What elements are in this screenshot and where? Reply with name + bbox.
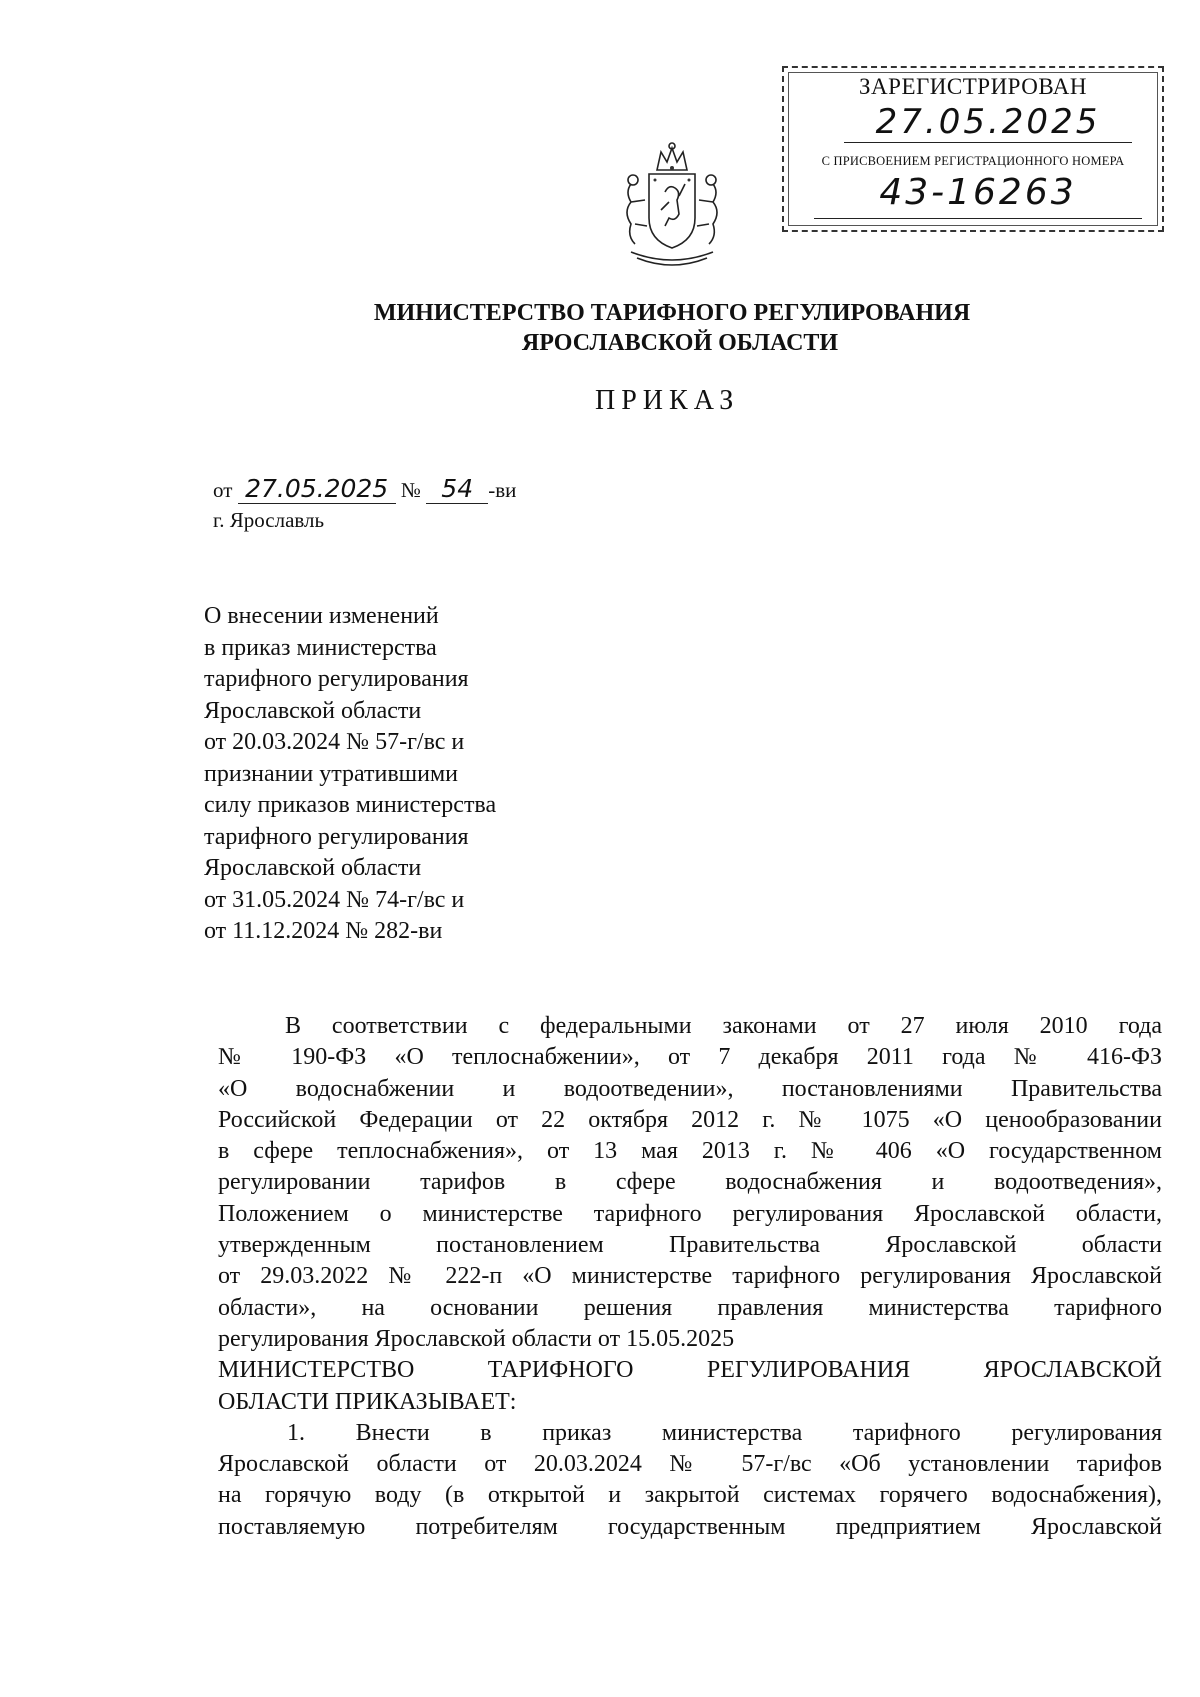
ministry-title-line1: МИНИСТЕРСТВО ТАРИФНОГО РЕГУЛИРОВАНИЯ bbox=[373, 300, 971, 326]
body-line: поставляемую потребителям государственным предприятием Ярославской bbox=[218, 1513, 1162, 1540]
body-line: Ярославской области от 20.03.2024 № 57-г/вс «Об установлении тарифов bbox=[218, 1451, 1162, 1478]
body-line: регулировании тарифов в сфере водоснабжения и водоотведения», bbox=[218, 1169, 1162, 1196]
body-line: утвержденным постановлением Правительства Ярославской области bbox=[218, 1232, 1162, 1259]
body-line: на горячую воду (в открытой и закрытой системах горячего водоснабжения), bbox=[218, 1482, 1162, 1509]
order-subject bbox=[204, 601, 496, 948]
subject-line: признании утратившими bbox=[204, 760, 459, 787]
stamp-date: 27.05.2025 bbox=[844, 102, 1132, 143]
subject-line: Ярославской области bbox=[204, 697, 422, 724]
subject-line: тарифного регулирования bbox=[204, 666, 469, 692]
stamp-subtitle: С ПРИСВОЕНИЕМ РЕГИСТРАЦИОННОГО НОМЕРА bbox=[821, 154, 1125, 168]
body-line: Российской Федерации от 22 октября 2012 г. № 1075 «О ценообразовании bbox=[218, 1106, 1162, 1133]
body-line: в сфере теплоснабжения», от 13 мая 2013 г. № 406 «О государственном bbox=[218, 1138, 1162, 1165]
subject-line: О внесении изменений bbox=[204, 603, 439, 629]
order-body bbox=[218, 1011, 1162, 1543]
order-date: 27.05.2025 bbox=[238, 475, 396, 504]
order-number-sign: № bbox=[400, 478, 421, 502]
order-number: 54 bbox=[426, 475, 488, 504]
document-type: ПРИКАЗ bbox=[595, 385, 740, 416]
subject-line: тарифного регулирования bbox=[204, 823, 469, 850]
registration-stamp bbox=[782, 66, 1164, 232]
body-line: от 29.03.2022 № 222-п «О министерстве тарифного регулирования Ярославской bbox=[218, 1263, 1162, 1290]
subject-line: от 31.05.2024 № 74-г/вс и bbox=[204, 886, 465, 913]
subject-line: силу приказов министерства bbox=[204, 792, 497, 818]
ministry-title-line2: ЯРОСЛАВСКОЙ ОБЛАСТИ bbox=[521, 330, 839, 356]
stamp-registration-number: 43-16263 bbox=[814, 172, 1142, 219]
body-line: № 190-ФЗ «О теплоснабжении», от 7 декабря 2011 года № 416-ФЗ bbox=[218, 1044, 1162, 1071]
body-line: «О водоснабжении и водоотведении», постановлениями Правительства bbox=[218, 1075, 1162, 1102]
order-city: г. Ярославль bbox=[213, 508, 325, 532]
coat-of-arms-icon bbox=[617, 140, 727, 270]
body-line: Положением о министерстве тарифного регулирования Ярославской области, bbox=[218, 1200, 1162, 1227]
subject-line: Ярославской области bbox=[204, 855, 422, 881]
body-line-caps: МИНИСТЕРСТВО ТАРИФНОГО РЕГУЛИРОВАНИЯ ЯРОСЛАВСКОЙ bbox=[218, 1357, 1162, 1384]
order-number-suffix: -ви bbox=[488, 478, 517, 502]
order-date-line bbox=[213, 475, 516, 504]
body-line-caps: ОБЛАСТИ ПРИКАЗЫВАЕТ: bbox=[218, 1388, 517, 1415]
body-line: 1. Внести в приказ министерства тарифного регулирования bbox=[287, 1419, 1162, 1446]
body-line: области», на основании решения правления министерства тарифного bbox=[218, 1294, 1162, 1321]
body-line: В соответствии с федеральными законами от 27 июля 2010 года bbox=[285, 1013, 1162, 1039]
subject-line: от 20.03.2024 № 57-г/вс и bbox=[204, 729, 465, 755]
stamp-title: ЗАРЕГИСТРИРОВАН bbox=[859, 74, 1087, 99]
body-line: регулирования Ярославской области от 15.05.2025 bbox=[218, 1325, 735, 1352]
order-date-prefix: от bbox=[213, 478, 233, 502]
subject-line: в приказ министерства bbox=[204, 634, 437, 661]
subject-line: от 11.12.2024 № 282-ви bbox=[204, 918, 443, 944]
